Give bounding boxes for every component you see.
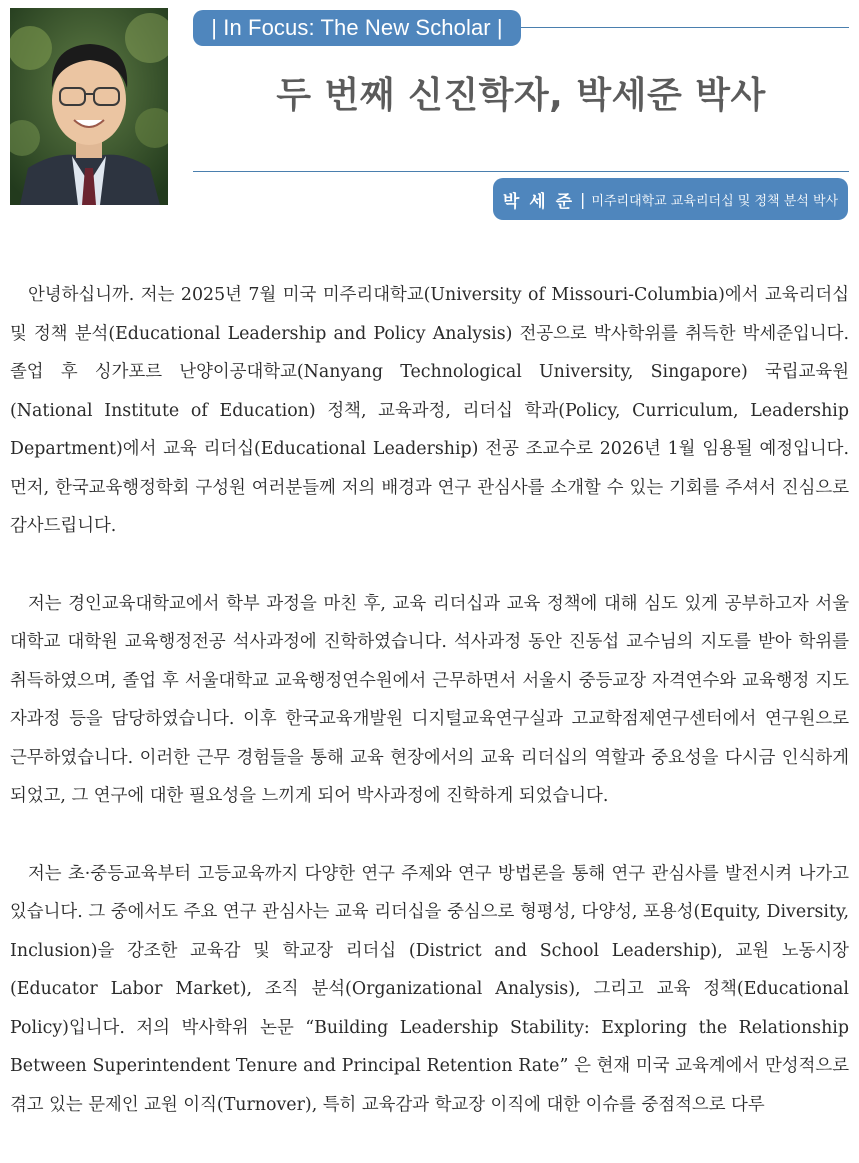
portrait-photo-icon <box>10 8 168 205</box>
author-separator: | <box>580 189 586 209</box>
author-name: 박 세 준 <box>502 191 574 212</box>
article-body <box>10 276 849 1163</box>
paragraph: 안녕하십니까. 저는 2025년 7월 미국 미주리대학교(University of Missouri-Columbia)에서 교육리더십 및 정책 분석(Educational Leadership and Policy Analysis) 전공으로 박사학위를 취득한 박세준입니다. 졸업 후 싱가포르 난양이공대학교(Nanyang Technological University, Singapore) 국립교육원(National Institute of Education) 정책, 교육과정, 리더십 학과(Policy, Curriculum, Leadership Department)에서 교육 리더십(Educational Leadership) 전공 조교수로 2026년 1월 임용될 예정입니다. 먼저, 한국교육행정학회 구성원 여러분들께 저의 배경과 연구 관심사를 소개할 수 있는 기회를 주셔서 진심으로 감사드립니다. <box>10 285 849 536</box>
author-photo <box>10 8 168 205</box>
author-affiliation: 미주리대학교 교육리더십 및 정책 분석 박사 <box>591 193 839 209</box>
section-label: | In Focus: The New Scholar | <box>193 10 521 46</box>
author-byline <box>493 178 848 220</box>
page-title: 두 번째 신진학자, 박세준 박사 <box>276 75 766 116</box>
header-rule-bottom <box>193 171 849 172</box>
paragraph: 저는 초·중등교육부터 고등교육까지 다양한 연구 주제와 연구 방법론을 통해 연구 관심사를 발전시켜 나가고 있습니다. 그 중에서도 주요 연구 관심사는 교육 리더십을 중심으로 형평성, 다양성, 포용성(Equity, Diversity, Inclusion)을 강조한 교육감 및 학교장 리더십 (District and School Leadership), 교원 노동시장(Educator Labor Market), 조직 분석(Organizational Analysis), 그리고 교육 정책(Educational Policy)입니다. 저의 박사학위 논문 “Building Leadership Stability: Exploring the Relationship Between Superintendent Tenure and Principal Retention Rate” 은 현재 미국 교육계에서 만성적으로 겪고 있는 문제인 교원 이직(Turnover), 특히 교육감과 학교장 이직에 대한 이슈를 중점적으로 다루 <box>10 863 849 1115</box>
paragraph: 저는 경인교육대학교에서 학부 과정을 마친 후, 교육 리더십과 교육 정책에 대해 심도 있게 공부하고자 서울대학교 대학원 교육행정전공 석사과정에 진학하였습니다. 석사과정 동안 진동섭 교수님의 지도를 받아 학위를 취득하였으며, 졸업 후 서울대학교 교육행정연수원에서 근무하면서 서울시 중등교장 자격연수와 교육행정 지도자과정 등을 담당하였습니다. 이후 한국교육개발원 디지털교육연구실과 고교학점제연구센터에서 연구원으로 근무하였습니다. 이러한 근무 경험들을 통해 교육 현장에서의 교육 리더십의 역할과 중요성을 다시금 인식하게 되었고, 그 연구에 대한 필요성을 느끼게 되어 박사과정에 진학하게 되었습니다. <box>10 593 849 806</box>
